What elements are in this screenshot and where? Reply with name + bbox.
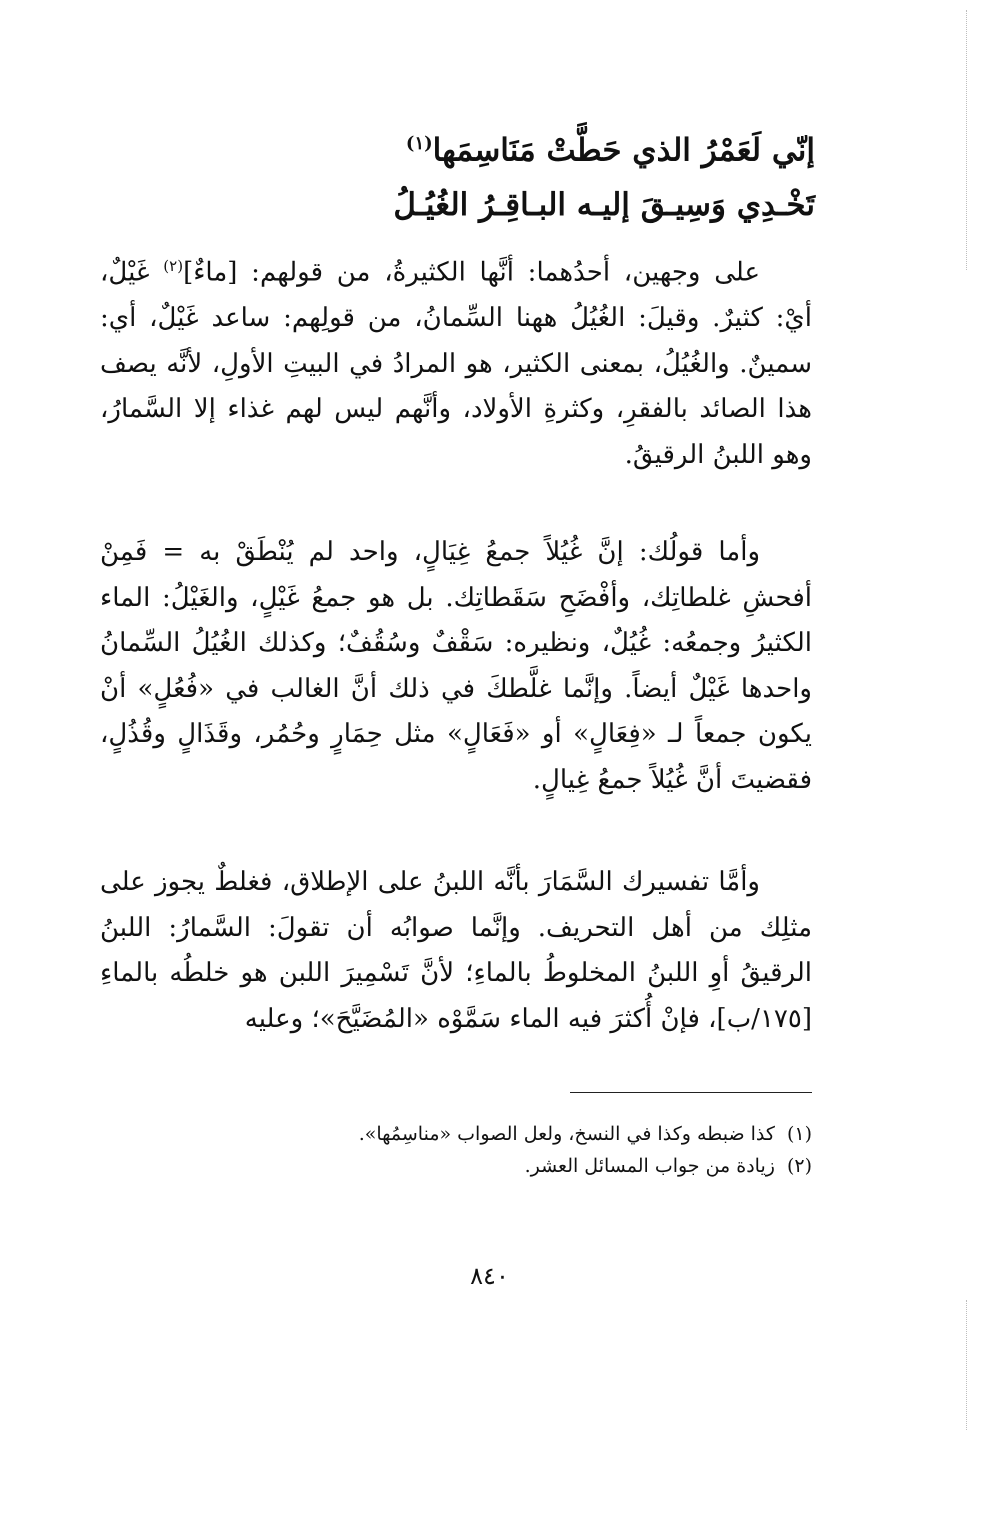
page-number [0, 1262, 983, 1290]
page-number-text: ٨٤٠ [470, 1262, 509, 1290]
footnote-2 [300, 1150, 812, 1182]
paragraph-1-rest: غَيْلٌ، أيْ: كثيرٌ. وقيلَ: الغُيُلُ ههنا السِّمانُ، من قولِهم: ساعد غَيْلٌ، أي: سمينٌ. والغُيُلُ، بمعنى الكثير، هو المرادُ في البيتِ الأولِ، لأنَّه يصف هذا الصائد بالفقرِ، وكثرةِ الأولاد، وأنَّهم ليس لهم غذاء إلا السَّمارُ، وهو اللبنُ الرقيقُ. [100, 257, 812, 470]
footnote-separator [570, 1092, 812, 1093]
footnote-ref-1: (١) [405, 133, 433, 154]
scan-edge-line-bottom [966, 1300, 967, 1430]
footnote-ref-2: (٢) [163, 257, 184, 275]
footnote-number: (١) [786, 1123, 812, 1145]
scan-edge-line-top [966, 10, 967, 270]
paragraph-1-start: على وجهين، أحدُهما: أنَّها الكثيرةُ، من قولهم: [ماءٌ] [183, 257, 760, 288]
paragraph-2: وأما قولُك: إنَّ غُيُلاً جمعُ غِيَالٍ، واحد لم يُنْطَقْ به = فَمِنْ أفحشِ غلطاتِك، وأفْضَحِ سَقَطاتِك. بل هو جمعُ غَيْلٍ، والغَيْلُ: الماء الكثيرُ وجمعُه: غُيُلٌ، ونظيره: سَقْفٌ وسُقُفٌ؛ وكذلك الغُيُلُ السِّمانُ واحدها غَيْلٌ أيضاً. وإنَّما غلَّطكَ في ذلك أنَّ الغالب في «فُعُلٍ» أنْ يكون جمعاً لـ «فِعَالٍ» أو «فَعَالٍ» مثل حِمَارٍ وحُمُر، وقَذَالٍ وقُذُلٍ، فقضيتَ أنَّ غُيُلاً جمعُ غِيالٍ. [100, 537, 812, 795]
poem-verse-line-1 [405, 132, 815, 169]
paragraph-1 [100, 244, 812, 478]
poem-verse-line-2: تَخْـدِي وَسِيـقَ إليـه البـاقِـرُ الغُيُـلُ [393, 187, 815, 223]
footnote-1 [300, 1118, 812, 1150]
paragraph-3: وأمَّا تفسيرك السَّمَارَ بأنَّه اللبنُ على الإطلاق، فغلطٌ يجوز على مثلِك من أهل التحريف. وإنَّما صوابُه أن تقولَ: السَّمارُ: اللبنُ الرقيقُ أوِ اللبنُ المخلوطُ بالماءِ؛ لأنَّ تَسْمِيرَ اللبن هو خلطُه بالماءِ [١٧٥/ب]، فإنْ أُكثرَ فيه الماء سَمَّوْه «المُضَيَّحَ»؛ وعليه [100, 867, 812, 1034]
footnote-text: زيادة من جواب المسائل العشر. [524, 1155, 775, 1177]
footnote-number: (٢) [786, 1155, 812, 1177]
footnotes [300, 1118, 812, 1182]
footnote-text: كذا ضبطه وكذا في النسخ، ولعل الصواب «مناسِمُها». [358, 1123, 775, 1145]
poem-verse-text: إنّي لَعَمْرُ الذي حَطَّتْ مَنَاسِمَها [432, 132, 815, 169]
